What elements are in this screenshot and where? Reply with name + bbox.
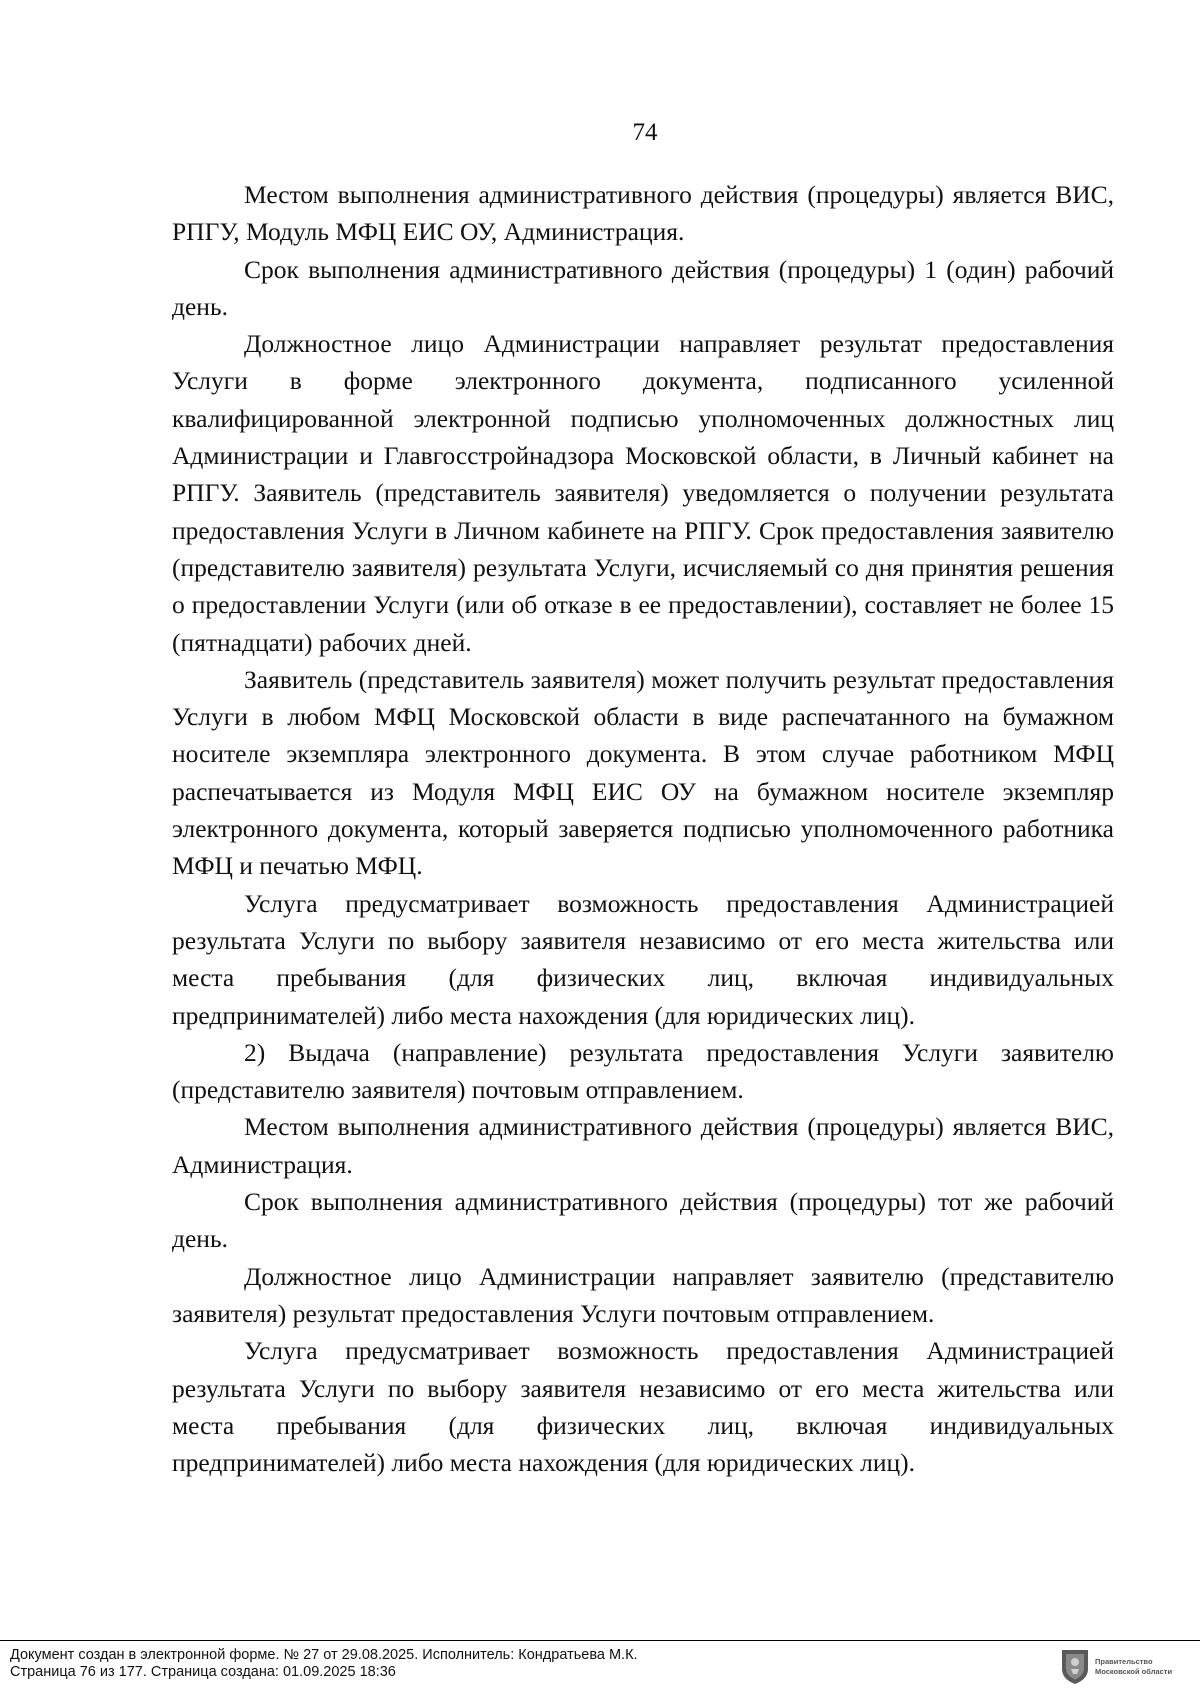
document-footer (0, 1640, 1200, 1699)
government-emblem-logo (1060, 1647, 1200, 1693)
footer-line-page-info: Страница 76 из 177. Страница создана: 01.09.2025 18:36 (10, 1664, 396, 1680)
paragraph: Местом выполнения административного действия (процедуры) является ВИС, Администрация. (172, 1112, 1114, 1179)
paragraph: 2) Выдача (направление) результата предоставления Услуги заявителю (представителю заявителя) почтовым отправлением. (172, 1037, 1114, 1105)
paragraph: Срок выполнения административного действия (процедуры) тот же рабочий день. (172, 1187, 1114, 1254)
document-body (172, 176, 1114, 1481)
coat-of-arms-icon (1060, 1647, 1090, 1685)
paragraph: Должностное лицо Администрации направляет заявителю (представителю заявителя) результат предоставления Услуги почтовым отправлением. (172, 1261, 1114, 1328)
page-number: 74 (632, 119, 658, 146)
paragraph: Заявитель (представитель заявителя) может получить результат предоставления Услуги в любом МФЦ Московской области в виде распечатанного на бумажном носителе экземпляра электронного документа. В этом случае работником МФЦ распечатывается из Модуля МФЦ ЕИС ОУ на бумажном носителе экземпляр электронного документа, который заверяется подписью уполномоченного работника МФЦ и печатью МФЦ. (172, 664, 1114, 881)
paragraph: Должностное лицо Администрации направляет результат предоставления Услуги в форме электронного документа, подписанного усиленной квалифицированной электронной подписью уполномоченных должностных лиц Администрации и Главгосстройнадзора Московской области, в Личный кабинет на РПГУ. Заявитель (представитель заявителя) уведомляется о получении результата предоставления Услуги в Личном кабинете на РПГУ. Срок предоставления заявителю (представителю заявителя) результата Услуги, исчисляемый со дня принятия решения о предоставлении Услуги (или об отказе в ее предоставлении), составляет не более 15 (пятнадцати) рабочих дней. (172, 329, 1114, 657)
footer-line-document-info: Документ создан в электронной форме. № 27 от 29.08.2025. Исполнитель: Кондратьева М.К. (10, 1647, 638, 1663)
paragraph: Услуга предусматривает возможность предоставления Администрацией результата Услуги по выбору заявителя независимо от его места жительства или места пребывания (для физических лиц, включая индивидуальных предпринимателей) либо места нахождения (для юридических лиц). (172, 888, 1114, 1030)
paragraph: Срок выполнения административного действия (процедуры) 1 (один) рабочий день. (172, 254, 1114, 321)
footer-text (10, 1647, 638, 1681)
paragraph: Местом выполнения административного действия (процедуры) является ВИС, РПГУ, Модуль МФЦ ЕИС ОУ, Администрация. (172, 180, 1114, 247)
paragraph: Услуга предусматривает возможность предоставления Администрацией результата Услуги по выбору заявителя независимо от его места жительства или места пребывания (для физических лиц, включая индивидуальных предпринимателей) либо места нахождения (для юридических лиц). (172, 1336, 1114, 1478)
emblem-caption: Правительство Московской области (1095, 1657, 1173, 1676)
